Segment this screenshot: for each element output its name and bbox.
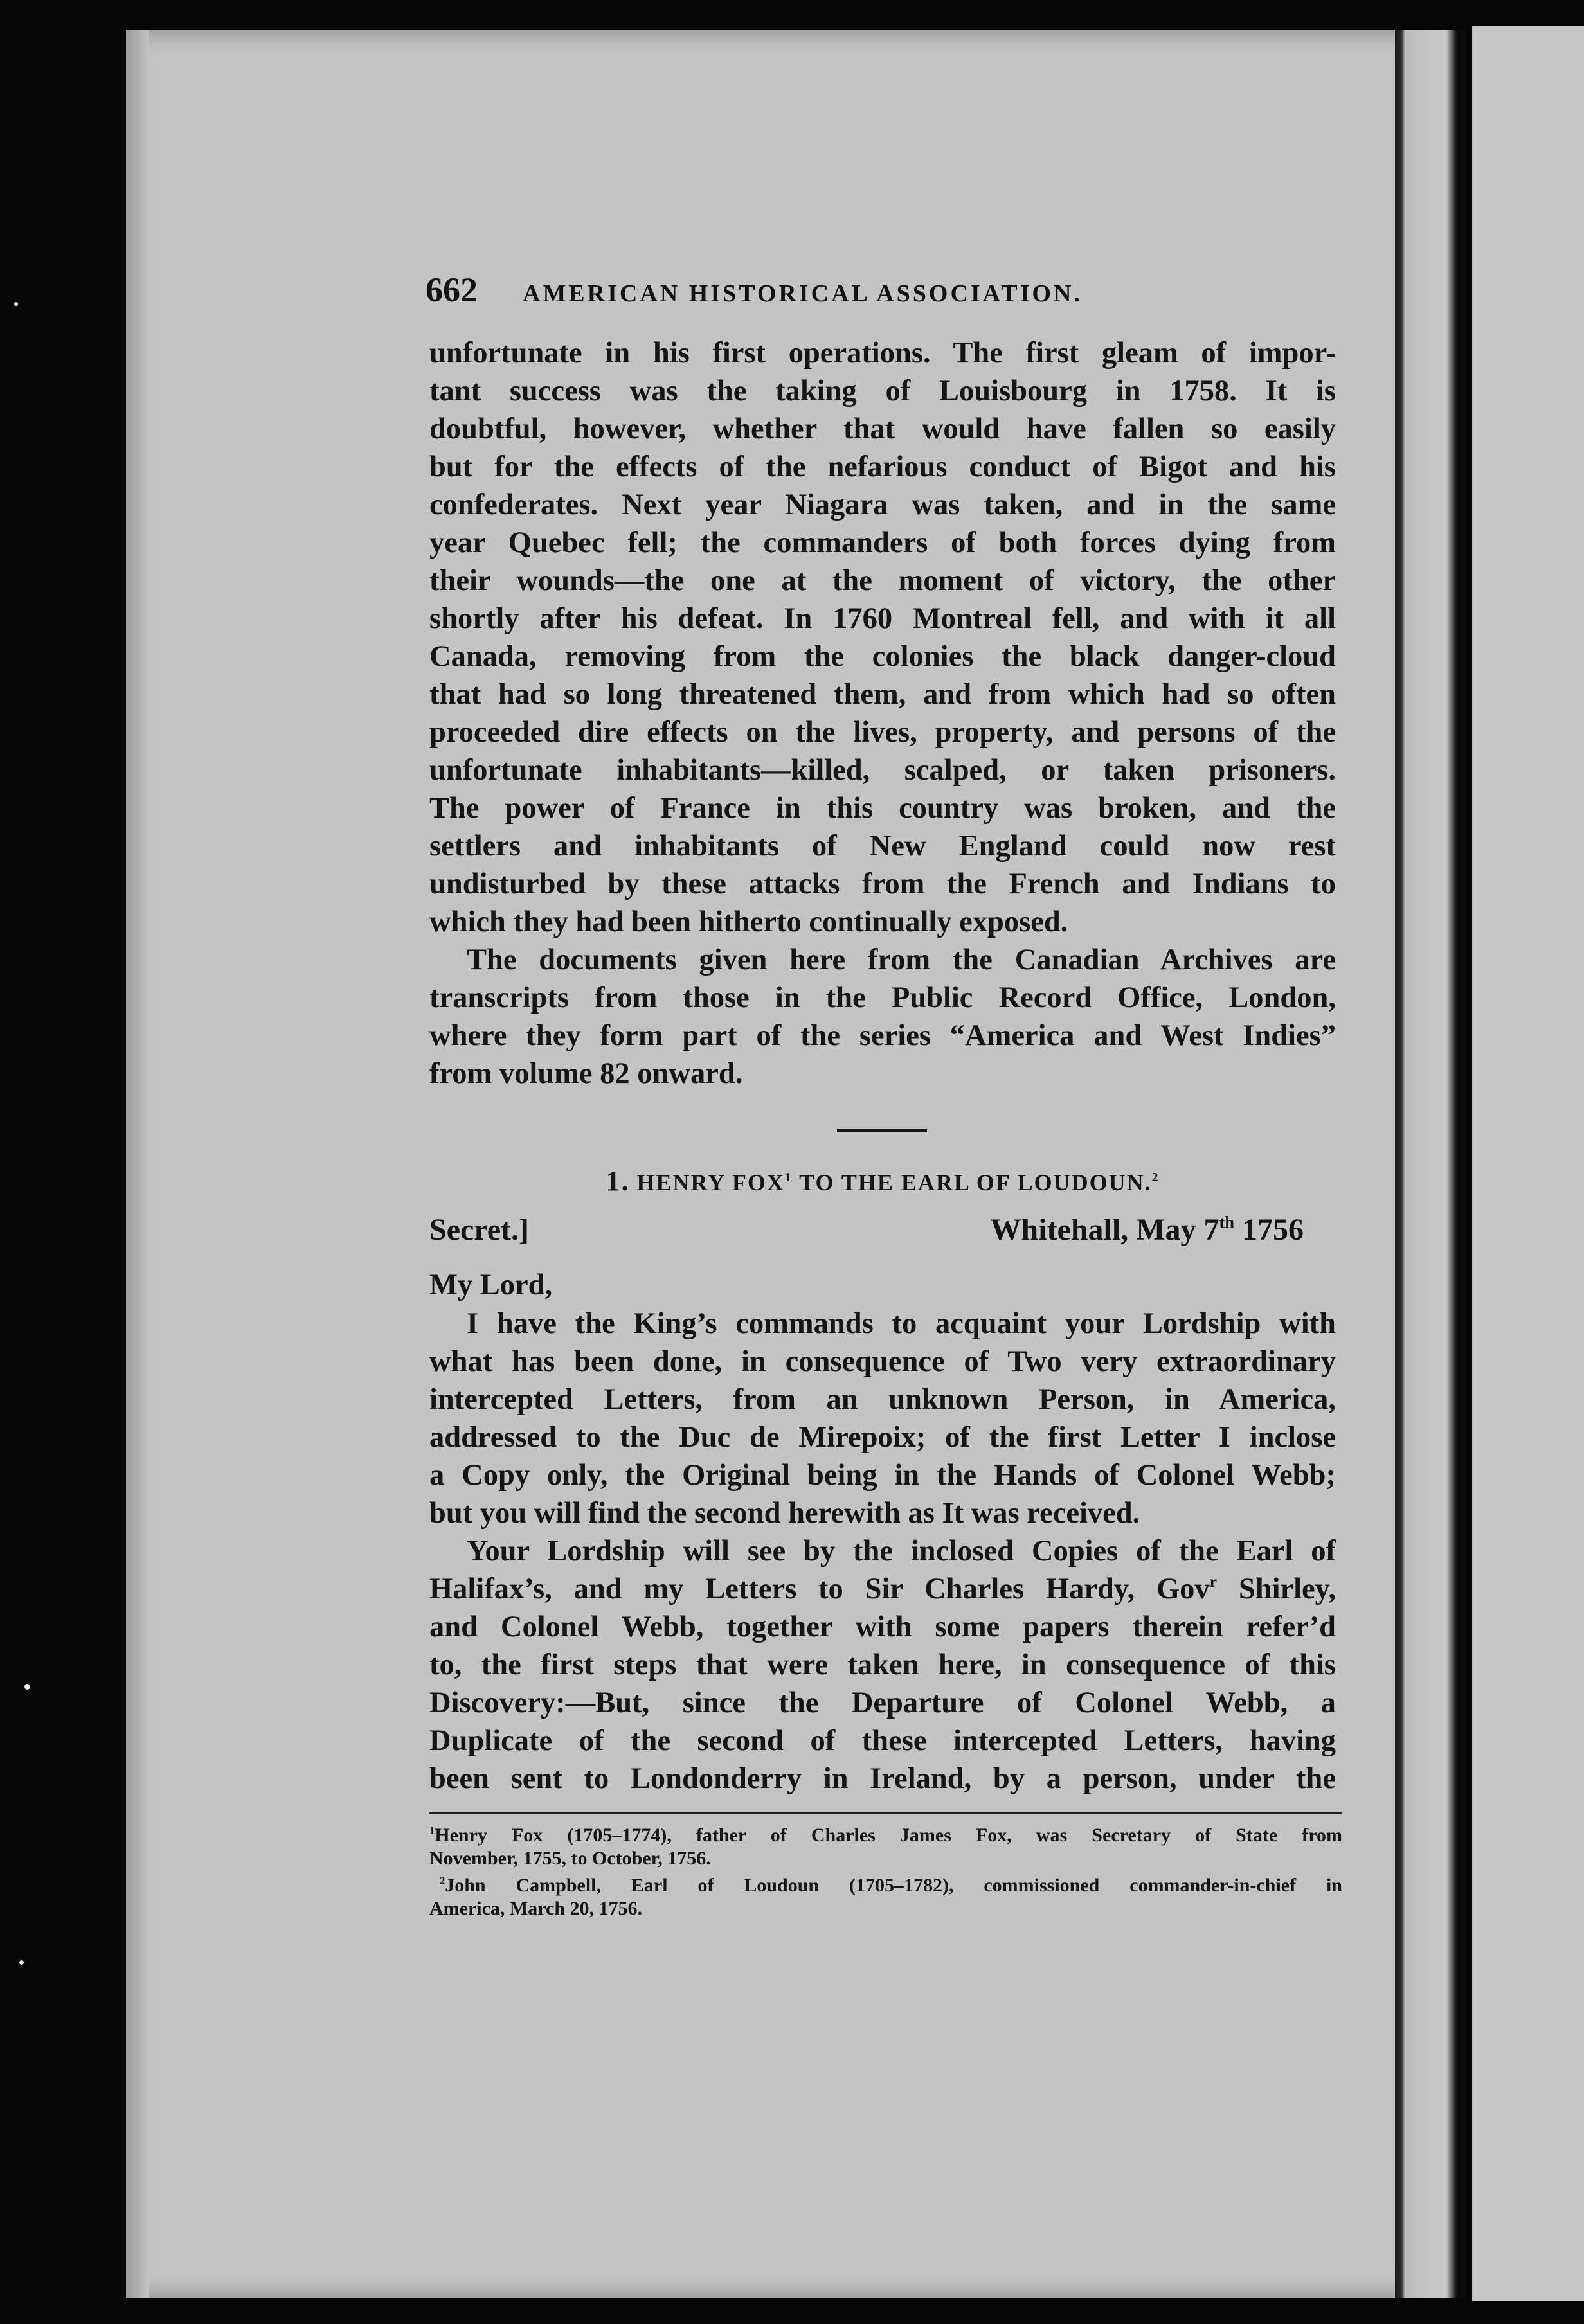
section-divider <box>837 1129 927 1132</box>
footnote-2 <box>429 1874 1342 1920</box>
date-ordinal: th <box>1219 1212 1234 1232</box>
text-line: proceeded dire effects on the lives, property, and persons of the <box>429 716 1336 749</box>
text-line: been sent to Londonderry in Ireland, by a person, under the <box>429 1762 1336 1795</box>
text-line: year Quebec fell; the commanders of both forces dying from <box>429 526 1336 559</box>
text-line: undisturbed by these attacks from the French and Indians to <box>429 868 1336 900</box>
footnote-line: November, 1755, to October, 1756. <box>429 1848 711 1869</box>
place-date <box>991 1212 1336 1247</box>
text-line: a Copy only, the Original being in the Hands of Colonel Webb; <box>429 1459 1336 1492</box>
text-line: The power of France in this country was broken, and the <box>429 792 1336 825</box>
heading-sender: HENRY FOX <box>636 1170 785 1195</box>
running-head <box>426 270 1333 321</box>
adjacent-page-edge <box>1472 26 1584 2301</box>
intro-paragraph-2 <box>429 941 1336 1093</box>
footnote-line: America, March 20, 1756. <box>429 1898 643 1919</box>
text-line: but for the effects of the nefarious conduct of Bigot and his <box>429 451 1336 483</box>
text-line: that had so long threatened them, and from which had so often <box>429 678 1336 711</box>
text-line: tant success was the taking of Louisbourg in 1758. It is <box>429 375 1336 407</box>
abbrev-sup: r <box>1209 1572 1217 1591</box>
text-line: what has been done, in consequence of Two very extraordinary <box>429 1345 1336 1378</box>
text-line: Duplicate of the second of these intercepted Letters, having <box>429 1724 1336 1757</box>
text-line <box>429 1570 1336 1608</box>
text-line: unfortunate in his first operations. The first gleam of impor- <box>429 337 1336 370</box>
text-line: but you will find the second herewith as It was received. <box>429 1497 1140 1530</box>
text-line: to, the first steps that were taken here, in consequence of this <box>429 1649 1336 1681</box>
dateline <box>429 1212 1336 1247</box>
footnote-line <box>429 1824 1342 1847</box>
letter-paragraph-2 <box>429 1532 1336 1798</box>
scan-speck <box>19 1960 24 1965</box>
footnote-rule <box>429 1812 1342 1814</box>
running-title: AMERICAN HISTORICAL ASSOCIATION. <box>523 280 1083 307</box>
heading-recipient: TO THE EARL OF LOUDOUN. <box>792 1170 1152 1195</box>
scan-speck <box>14 302 18 306</box>
text-line: Canada, removing from the colonies the black danger-cloud <box>429 640 1336 673</box>
text-line: I have the King’s commands to acquaint your Lordship with <box>467 1307 1336 1340</box>
text-line: where they form part of the series “America and West Indies” <box>429 1019 1336 1052</box>
text-line: Discovery:—But, since the Departure of Colonel Webb, a <box>429 1686 1336 1719</box>
text-line: which they had been hitherto continually exposed. <box>429 906 1068 938</box>
footnote-1 <box>429 1824 1342 1870</box>
text-line: Your Lordship will see by the inclosed Copies of the Earl of <box>467 1535 1336 1568</box>
text-line: The documents given here from the Canadian Archives are <box>467 943 1336 976</box>
document-heading <box>429 1165 1336 1197</box>
footnote-ref-2: 2 <box>1151 1170 1160 1185</box>
footnote-text: John Campbell, Earl of Loudoun (1705–1782), commissioned commander-in-chief in <box>445 1875 1342 1896</box>
text-line: unfortunate inhabitants—killed, scalped, or taken prisoners. <box>429 754 1336 787</box>
intro-paragraph-1 <box>429 334 1336 941</box>
text-line: their wounds—the one at the moment of victory, the other <box>429 564 1336 597</box>
salutation: My Lord, <box>429 1269 553 1301</box>
text-fragment: Halifax’s, and my Letters to Sir Charles Hardy, Gov <box>429 1573 1210 1605</box>
text-line: and Colonel Webb, together with some papers therein refer’d <box>429 1611 1336 1643</box>
footnote-ref-1: 1 <box>784 1170 793 1185</box>
text-fragment: Shirley, <box>1217 1573 1336 1605</box>
text-line: transcripts from those in the Public Record Office, London, <box>429 981 1336 1014</box>
letter-paragraph-1 <box>429 1305 1336 1532</box>
place-date-text: Whitehall, May 7 <box>990 1213 1220 1247</box>
scan-speck <box>24 1684 30 1690</box>
text-line: intercepted Letters, from an unknown Person, in America, <box>429 1383 1336 1416</box>
footnote-text: Henry Fox (1705–1774), father of Charles James Fox, was Secretary of State from <box>435 1825 1342 1846</box>
text-line: addressed to the Duc de Mirepoix; of the first Letter I inclose <box>429 1421 1336 1454</box>
text-line: doubtful, however, whether that would have fallen so easily <box>429 413 1336 445</box>
footnote-mark: 1 <box>429 1824 435 1837</box>
salutation-block <box>429 1266 1336 1304</box>
footnote-line <box>429 1874 1342 1897</box>
page-number: 662 <box>426 271 478 309</box>
document-number: 1. <box>606 1165 630 1197</box>
text-line: shortly after his defeat. In 1760 Montreal fell, and with it all <box>429 602 1336 635</box>
date-year: 1756 <box>1234 1213 1304 1247</box>
text-line: from volume 82 onward. <box>429 1057 743 1090</box>
page-fold <box>1395 30 1466 2298</box>
classification: Secret.] <box>429 1213 530 1247</box>
footnote-mark: 2 <box>440 1874 446 1887</box>
text-line: settlers and inhabitants of New England could now rest <box>429 830 1336 863</box>
text-line: confederates. Next year Niagara was taken, and in the same <box>429 488 1336 521</box>
